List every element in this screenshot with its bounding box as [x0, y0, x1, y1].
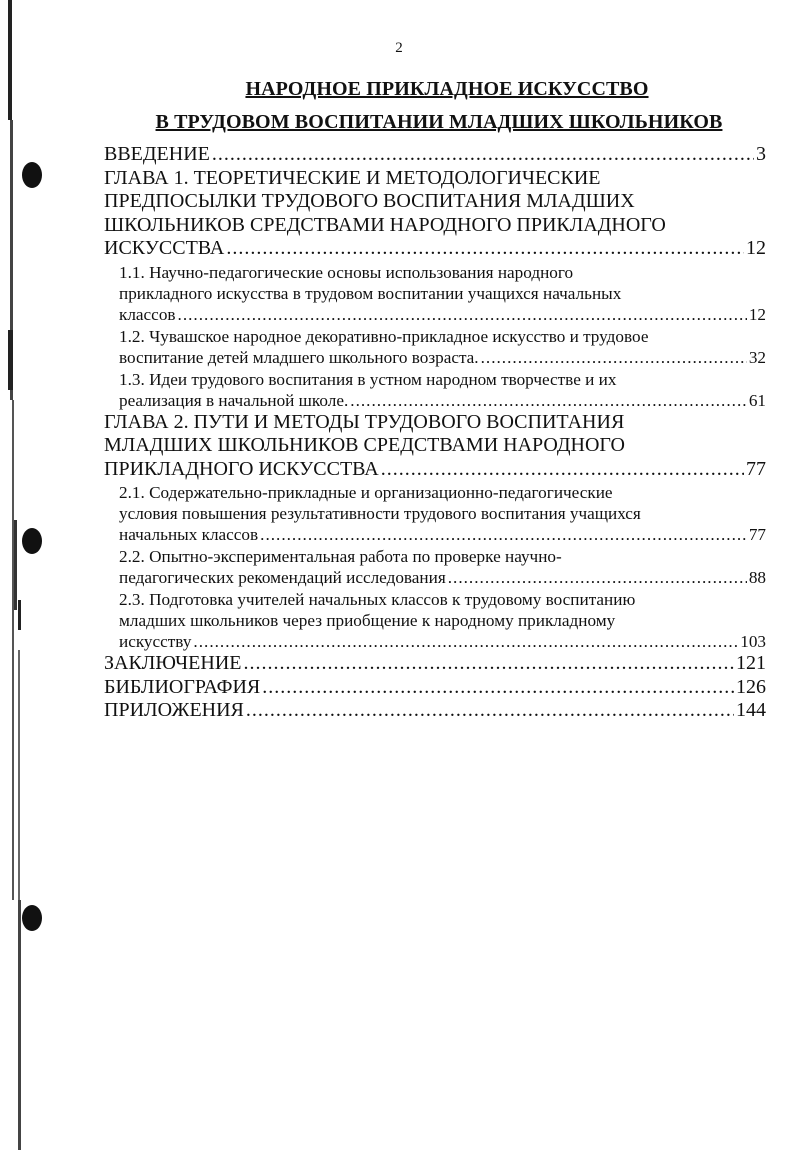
document-title-line-1: НАРОДНОЕ ПРИКЛАДНОЕ ИСКУССТВО: [245, 78, 649, 100]
toc-entry-text: прикладного искусства в трудовом воспитании учащихся начальных: [119, 283, 622, 303]
punch-hole: [22, 162, 42, 188]
toc-section-entry: [104, 482, 766, 545]
toc-page-number: 77: [748, 525, 766, 544]
toc-page-number: 12: [748, 304, 766, 324]
toc-entry-text: воспитание детей младшего школьного возраста.: [119, 347, 479, 367]
toc-section-entry: [104, 262, 766, 325]
toc-entry-text: ГЛАВА 1. ТЕОРЕТИЧЕСКИЕ И МЕТОДОЛОГИЧЕСКИЕ: [104, 166, 601, 189]
toc-page-number: 61: [748, 390, 766, 410]
toc-entry-text: ИСКУССТВА: [104, 237, 225, 259]
toc-entry-text: начальных классов: [119, 525, 259, 544]
toc-section-entry: [104, 326, 766, 368]
toc-page-number: 32: [748, 347, 766, 367]
toc-entry-text: 2.2. Опытно-экспериментальная работа по проверке научно-: [119, 547, 562, 566]
toc-chapter-entry: [104, 676, 766, 700]
toc-entry-text: искусству: [119, 632, 192, 651]
dot-leader: [350, 390, 747, 411]
toc-chapter-entry: [104, 699, 766, 723]
punch-hole: [22, 528, 42, 554]
toc-entry-text: младших школьников через приобщение к народному прикладному: [119, 611, 616, 630]
toc-page-number: 77: [746, 457, 766, 480]
toc-page-number: 88: [748, 568, 766, 587]
toc-page-number: 144: [736, 699, 766, 721]
toc-entry-text: ПРЕДПОСЫЛКИ ТРУДОВОГО ВОСПИТАНИЯ МЛАДШИХ: [104, 190, 635, 212]
toc-chapter-entry: [104, 167, 766, 261]
toc-entry-text: ЗАКЛЮЧЕНИЕ: [104, 652, 242, 674]
dot-leader: [178, 304, 747, 325]
dot-leader: [481, 347, 747, 368]
toc-entry-text: ПРИЛОЖЕНИЯ: [104, 699, 244, 721]
dot-leader: [226, 237, 744, 261]
toc-section-entry: [104, 589, 766, 652]
toc-entry-text: МЛАДШИХ ШКОЛЬНИКОВ СРЕДСТВАМИ НАРОДНОГО: [104, 434, 625, 456]
toc-page-number: 3: [756, 143, 766, 165]
dot-leader: [262, 676, 734, 700]
toc-entry-text: 2.1. Содержательно-прикладные и организационно-педагогические: [119, 483, 613, 502]
toc-entry-text: ГЛАВА 2. ПУТИ И МЕТОДЫ ТРУДОВОГО ВОСПИТАНИЯ: [104, 410, 625, 433]
toc-entry-text: классов: [119, 304, 176, 324]
dot-leader: [193, 631, 738, 652]
toc-section-entry: [104, 546, 766, 588]
dot-leader: [243, 652, 734, 676]
toc-entry-text: реализация в начальной школе.: [119, 390, 349, 410]
toc-entry-text: условия повышения результативности трудового воспитания учащихся: [119, 504, 641, 523]
dot-leader: [448, 567, 747, 588]
page-number: 2: [395, 40, 403, 56]
toc-chapter-entry: [104, 143, 766, 167]
toc-entry-text: БИБЛИОГРАФИЯ: [104, 675, 261, 698]
toc-chapter-entry: [104, 652, 766, 676]
toc-page-number: 12: [746, 237, 766, 259]
toc-entry-text: ВВЕДЕНИЕ: [104, 143, 210, 165]
dot-leader: [246, 699, 734, 723]
toc-entry-text: 2.3. Подготовка учителей начальных классов к трудовому воспитанию: [119, 590, 636, 609]
punch-hole: [22, 905, 42, 931]
toc-page-number: 121: [736, 652, 766, 674]
toc-entry-text: 1.1. Научно-педагогические основы использования народного: [119, 262, 574, 282]
toc-section-entry: [104, 369, 766, 411]
toc-page-number: 103: [740, 632, 766, 651]
dot-leader: [381, 458, 744, 482]
toc-entry-text: ШКОЛЬНИКОВ СРЕДСТВАМИ НАРОДНОГО ПРИКЛАДНОГО: [104, 213, 666, 236]
dot-leader: [260, 524, 747, 545]
document-title-line-2: В ТРУДОВОМ ВОСПИТАНИИ МЛАДШИХ ШКОЛЬНИКОВ: [155, 111, 723, 133]
toc-entry-text: педагогических рекомендаций исследования: [119, 568, 446, 587]
dot-leader: [212, 143, 754, 167]
table-of-contents: [104, 143, 766, 723]
toc-chapter-entry: [104, 411, 766, 482]
toc-entry-text: 1.2. Чувашское народное декоративно-прикладное искусство и трудовое: [119, 326, 649, 346]
toc-entry-text: 1.3. Идеи трудового воспитания в устном народном творчестве и их: [119, 369, 617, 389]
toc-page-number: 126: [736, 675, 766, 698]
toc-entry-text: ПРИКЛАДНОГО ИСКУССТВА: [104, 457, 379, 480]
scan-binding-edge: [0, 0, 40, 1159]
